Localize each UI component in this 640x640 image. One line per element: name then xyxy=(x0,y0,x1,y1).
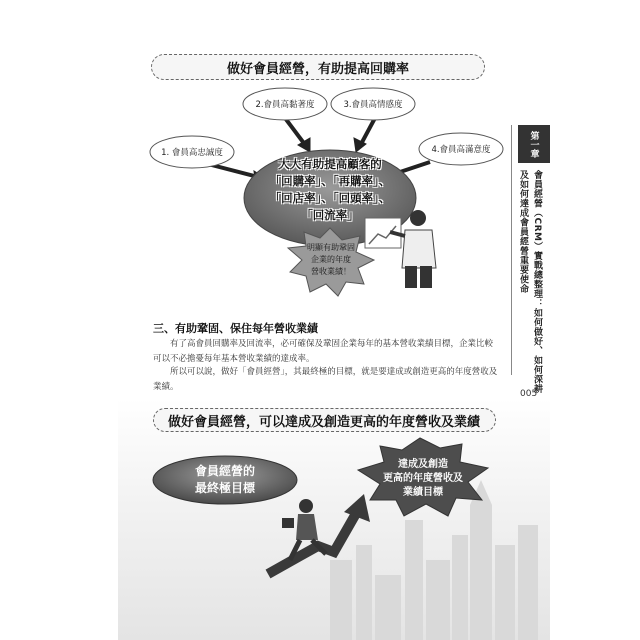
page-number: 005 xyxy=(520,389,538,399)
cloud-line-1: 大大有助提高顧客的 xyxy=(278,157,382,171)
sidebar-title-line-2: 及如何達成會員經營重要使命 xyxy=(518,170,528,294)
paragraph-1-text: 有了高會員回購率及回流率，必可確保及鞏固企業每年的基本營收業績目標，企業比較可以不必擔憂每年基本營收業績的達成率。 xyxy=(153,339,494,364)
section-title: 三、有助鞏固、保住每年營收業績 xyxy=(153,322,318,335)
paragraph-2 xyxy=(153,365,501,395)
banner-member-management: 做好會員經營，有助提高回購率 xyxy=(151,54,485,80)
burst-1-line-1: 明顯有助鞏固 xyxy=(307,243,355,252)
oval-satisfaction: 4.會員高滿意度 xyxy=(431,145,491,155)
cloud-line-3: 「回店率」、「回頭率」、 xyxy=(269,191,391,205)
oval-loyalty: 1. 會員高忠誠度 xyxy=(161,148,223,158)
starburst-1-text xyxy=(296,242,366,278)
burst-2-line-3: 業績目標 xyxy=(403,487,443,498)
goal-pill-text xyxy=(165,463,285,497)
burst-1-line-3: 營收業績！ xyxy=(311,267,351,276)
chapter-label: 第一章 xyxy=(518,125,550,163)
pill-line-1: 會員經營的 xyxy=(194,464,255,478)
burst-2-line-2: 更高的年度營收及 xyxy=(383,473,463,484)
banner-revenue-goal: 做好會員經營，可以達成及創造更高的年度營收及業績 xyxy=(153,408,496,432)
sidebar-title-line-1: 會員經營（CRM）實戰總整理：如何做好、如何深耕 xyxy=(532,170,542,394)
oval-stickiness: 2.會員高黏著度 xyxy=(255,100,315,110)
burst-2-line-1: 達成及創造 xyxy=(398,459,448,470)
cloud-line-2: 「回購率」、「再購率」、 xyxy=(269,174,391,188)
central-cloud-text xyxy=(250,156,410,224)
pill-line-2: 最終極目標 xyxy=(194,481,255,495)
paragraph-2-text: 所以可以說，做好「會員經營」，其最終極的目標，就是要達成或創造更高的年度營收及業績。 xyxy=(153,367,498,392)
paragraph-1 xyxy=(153,337,501,367)
oval-affinity: 3.會員高情感度 xyxy=(343,100,403,110)
burst-1-line-2: 企業的年度 xyxy=(311,255,351,264)
rising-arrow xyxy=(268,494,370,574)
cloud-line-4: 「回流率」 xyxy=(301,208,359,222)
starburst-2-text xyxy=(368,458,478,500)
